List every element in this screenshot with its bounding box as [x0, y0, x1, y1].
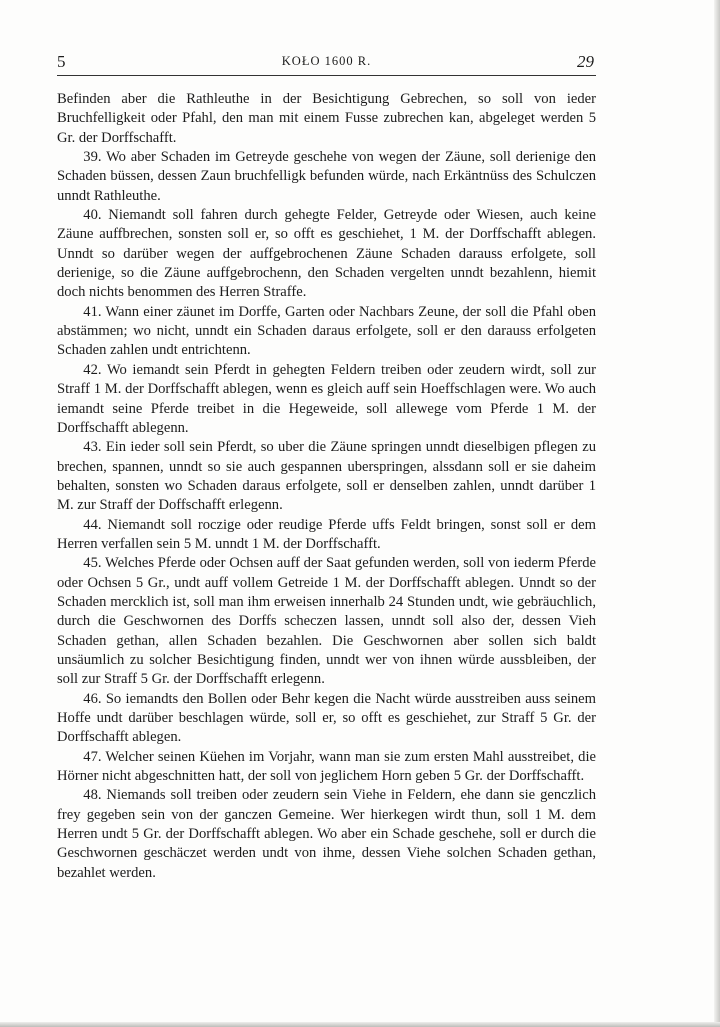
paragraph-44: 44. Niemandt soll roczige oder reudige Pferde uffs Feldt bringen, sonst soll er dem Herren verfallen sein 5 M. unndt 1 M. der Dorffschafft. [57, 516, 596, 552]
body-text [57, 90, 596, 883]
running-title: KOŁO 1600 R. [281, 54, 372, 68]
page-number: 29 [577, 52, 594, 71]
paragraph-47: 47. Welcher seinen Küehen im Vorjahr, wann man sie zum ersten Mahl ausstreibet, die Hörner nicht abgeschnitten hatt, der soll von jeglichem Horn geben 5 Gr. der Dorffschafft. [57, 748, 596, 785]
paragraph-39: 39. Wo aber Schaden im Getreyde geschehe von wegen der Zäune, soll derienige den Schaden büssen, dessen Zaun bruchfelligk befunden würde, nach Erkäntnüss des Schulczen unndt Rathleuthe. [57, 149, 596, 204]
signature-number: 5 [57, 52, 66, 71]
page-edge-bottom [0, 1022, 720, 1027]
page-edge-right [714, 0, 720, 1027]
paragraph-46: 46. So iemandts den Bollen oder Behr kegen die Nacht würde ausstreiben auss seinem Hoffe undt darüber beschlagen würde, soll er, so offt es geschiehet, zur Straff 5 Gr. der Dorffschafft ablegen. [57, 690, 596, 746]
paragraph-48: 48. Niemands soll treiben oder zeudern sein Viehe in Feldern, ehe dann sie genczlich frey gegeben sein von der ganczen Gemeine. Wer hierkegen wirdt thun, soll 1 M. dem Herren undt 5 Gr. der Dorffschafft ablegen. Wo aber ein Schade geschehe, soll er durch die Geschwornen geschäczet werden undt von ihme, dessen Viehe solchen Schaden gethan, bezahlet werden. [57, 787, 596, 881]
page-header [57, 52, 596, 74]
paragraph-43: 43. Ein ieder soll sein Pferdt, so uber die Zäune springen unndt dieselbigen pflegen zu brechen, spannen, unndt so sie auch gespannen uberspringen, alssdann soll er sie daheim behalten, sonsten wo Schaden daraus erfolgete, soll er denselben zahlen, unndt darüber 1 M. zur Straff der Doffschafft erlegenn. [57, 439, 596, 514]
header-rule [57, 75, 596, 76]
paragraph-40: 40. Niemandt soll fahren durch gehegte Felder, Getreyde oder Wiesen, auch keine Zäune auffbrechen, sonsten soll er, so offt es geschiehet, 1 M. der Dorffschafft ablegen. Unndt so darüber wegen der auffgebrochenen Zäune Schaden darauss erfolgete, soll derienige, so die Zäune auffgebrochenn, den Schaden vergelten unndt bezahlenn, hiemit doch nichts benommen des Herren Straffe. [57, 207, 596, 301]
paragraph-45: 45. Welches Pferde oder Ochsen auff der Saat gefunden werden, soll von iederm Pferde oder Ochsen 5 Gr., undt auff vollem Getreide 1 M. der Dorffschafft ablegen. Unndt so der Schaden mercklich ist, soll man ihm erweisen innerhalb 24 Stunden undt, wie gebräuchlich, durch die Geschwornen des Dorffs scheczen lassen, unndt soll also der, dessen Vieh Schaden gethan, allen Schaden bezahlen. Die Geschwornen aber sollen sich baldt unsäumlich zu solcher Besichtigung finden, unndt wer von ihnen würde aussbleiben, der soll zur Straff 5 Gr. der Dorffschafft erlegenn. [57, 555, 596, 688]
paragraph-42: 42. Wo iemandt sein Pferdt in gehegten Feldern treiben oder zeudern wirdt, soll zur Straff 1 M. der Dorffschafft ablegen, wenn es gleich auff sein Hoeffschlagen were. Wo auch iemandt seine Pferde treibet in die Hegeweide, soll allewege vom Pferde 1 M. der Dorffschafft ablegenn. [57, 361, 596, 436]
paragraph-continuation: Befinden aber die Rathleuthe in der Besichtigung Gebrechen, so soll von ieder Bruchfelligkeit oder Pfahl, den man mit einem Fusse zubrechen kan, abgeleget werden 5 Gr. der Dorffschafft. [57, 91, 596, 146]
paragraph-41: 41. Wann einer zäunet im Dorffe, Garten oder Nachbars Zeune, der soll die Pfahl oben abstämmen; wo nicht, unndt ein Schaden daraus erfolgete, soll er den darauss erfolgeten Schaden zahlen undt entrichtenn. [57, 303, 596, 359]
